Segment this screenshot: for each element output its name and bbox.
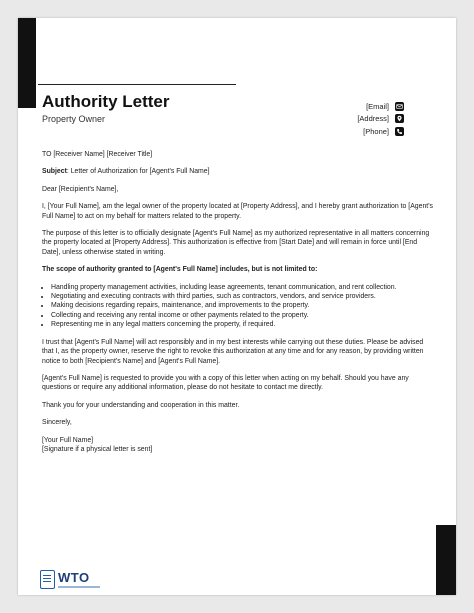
scope-list — [42, 283, 436, 330]
list-item: • Representing me in any legal matters concerning the property, if required. — [51, 320, 436, 329]
to-value: [Receiver Name] [Receiver Title] — [53, 151, 153, 158]
list-item: • Handling property management activities, including lease agreements, tenant communication, and rent collection. — [51, 283, 436, 292]
header-rule — [38, 84, 236, 85]
recipient-line — [42, 150, 436, 159]
logo-underline — [58, 586, 100, 588]
contact-block — [357, 100, 404, 138]
location-icon — [395, 114, 404, 123]
contact-phone-text: [Phone] — [363, 126, 389, 136]
subject-label: Subject — [42, 168, 67, 176]
signature-block — [42, 436, 436, 455]
letter-title: Authority Letter — [42, 92, 170, 111]
contact-address — [357, 113, 404, 126]
paragraph-thanks: Thank you for your understanding and cooperation in this matter. — [42, 401, 240, 409]
list-item: • Negotiating and executing contracts with third parties, such as contractors, vendors, and service providers. — [51, 292, 436, 301]
document-icon — [40, 570, 55, 589]
paragraph-trust: I trust that [Agent's Full Name] will act responsibly and in my best interests while carrying out these duties. Please be advised that I, as the property owner, reserve the right to revoke this authorization at any time and for any reason, by providing written notice to both [Recipient's Name] and [Agent's Full Name]. — [42, 338, 424, 365]
contact-phone — [357, 125, 404, 138]
signature-name: [Your Full Name] — [42, 436, 94, 444]
subject-line — [42, 167, 436, 176]
logo-text-block — [58, 571, 100, 588]
greeting: Dear [Recipient's Name], — [42, 185, 119, 193]
decorative-bar-top — [18, 18, 36, 108]
wto-logo — [40, 570, 100, 589]
contact-address-text: [Address] — [357, 114, 389, 124]
paragraph-copy-request: [Agent's Full Name] is requested to provide you with a copy of this letter when acting on my behalf. Should you have any questions or require any additional information, please do not hesitate to contact me directly. — [42, 374, 409, 392]
letter-page — [18, 18, 456, 595]
contact-email-text: [Email] — [366, 101, 389, 111]
letter-subtitle: Property Owner — [42, 114, 106, 124]
signature-note: [Signature if a physical letter is sent] — [42, 445, 153, 453]
list-item: • Making decisions regarding repairs, maintenance, and improvements to the property. — [51, 301, 436, 310]
letter-body — [42, 150, 436, 454]
paragraph-ownership: I, [Your Full Name], am the legal owner of the property located at [Property Address], and I hereby grant authorization to [Agent's Full Name] to act on my behalf for matters related to the property. — [42, 203, 433, 220]
scope-heading — [42, 265, 436, 274]
phone-icon — [395, 127, 404, 136]
decorative-bar-bottom — [436, 525, 456, 595]
contact-email — [357, 100, 404, 113]
logo-word: WTO — [58, 570, 90, 585]
email-icon — [395, 102, 404, 111]
to-label: TO — [42, 151, 52, 158]
closing: Sincerely, — [42, 419, 72, 427]
list-item: • Collecting and receiving any rental income or other payments related to the property. — [51, 311, 436, 320]
paragraph-purpose: The purpose of this letter is to officially designate [Agent's Full Name] as my authorized representative in all matters concerning the property located at [Property Address]. This authorization is effective from [Start Date] and will remain in force until [End Date], unless otherwise stated in writing. — [42, 230, 430, 256]
subject-value: : Letter of Authorization for [Agent's Full Name] — [66, 168, 210, 176]
scope-heading-text: The scope of authority granted to [Agent's Full Name] includes, but is not limited to: — [42, 266, 318, 274]
